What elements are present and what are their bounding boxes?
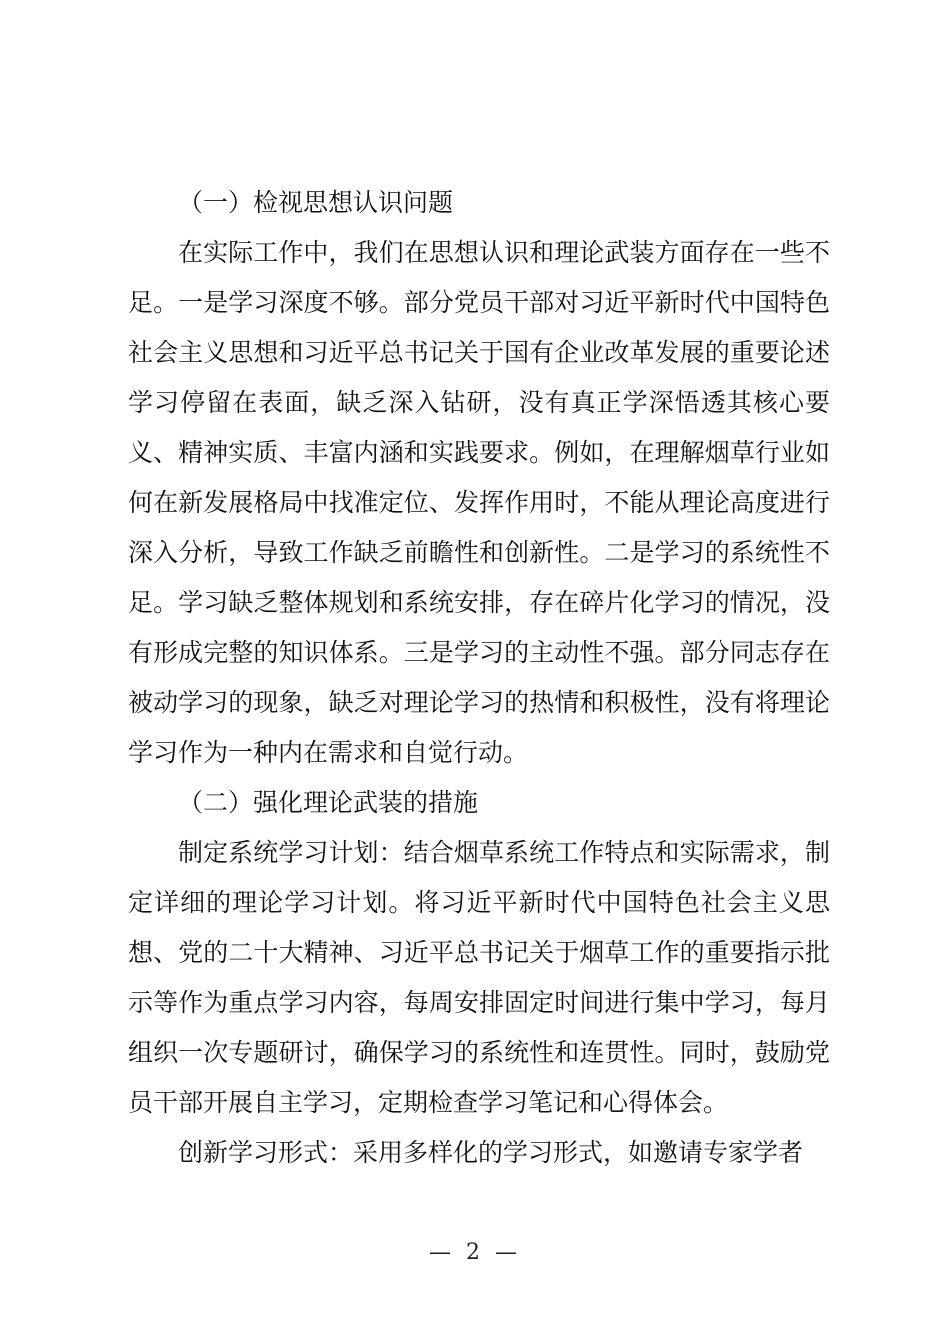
- section-heading-2: （二）强化理论武装的措施: [178, 788, 479, 817]
- page-number: — 2 —: [429, 1240, 521, 1265]
- paragraph-2: 制定系统学习计划：结合烟草系统工作特点和实际需求，制定详细的理论学习计划。将习近平新时代中国特色社会主义思想、党的二十大精神、习近平总书记关于烟草工作的重要指示批示等作为重点学习内容，每周安排固定时间进行集中学习，每月组织一次专题研讨，确保学习的系统性和连贯性。同时，鼓励党员干部开展自主学习，定期检查学习笔记和心得体会。: [128, 838, 830, 1117]
- section-heading-1: （一）检视思想认识问题: [178, 188, 454, 217]
- paragraph-3: 创新学习形式：采用多样化的学习形式，如邀请专家学者: [178, 1138, 804, 1167]
- document-body: [128, 178, 830, 1178]
- paragraph-1: 在实际工作中，我们在思想认识和理论武装方面存在一些不足。一是学习深度不够。部分党员干部对习近平新时代中国特色社会主义思想和习近平总书记关于国有企业改革发展的重要论述学习停留在表面，缺乏深入钻研，没有真正学深悟透其核心要义、精神实质、丰富内涵和实践要求。例如，在理解烟草行业如何在新发展格局中找准定位、发挥作用时，不能从理论高度进行深入分析，导致工作缺乏前瞻性和创新性。二是学习的系统性不足。学习缺乏整体规划和系统安排，存在碎片化学习的情况，没有形成完整的知识体系。三是学习的主动性不强。部分同志存在被动学习的现象，缺乏对理论学习的热情和积极性，没有将理论学习作为一种内在需求和自觉行动。: [128, 238, 830, 767]
